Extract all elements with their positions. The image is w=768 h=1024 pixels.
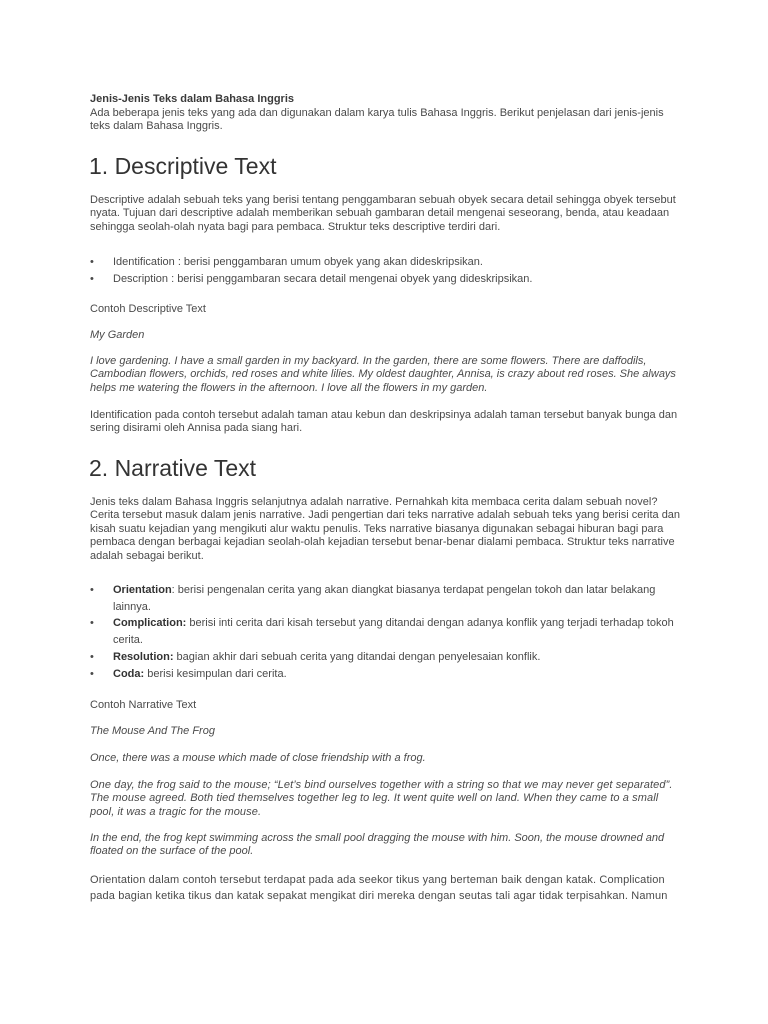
narrative-explanation: Orientation dalam contoh tersebut terdapat pada ada seekor tikus yang berteman baik dengan katak. Complication pada bagian ketika tikus dan katak sepakat mengikat diri mereka dengan seutas tali agar tidak terpisahkan. Namun [90,874,668,902]
bullet-icon: • [90,650,94,663]
list-item: • Coda: berisi kesimpulan dari cerita. [90,666,690,683]
narrative-structure-list [90,582,690,682]
narrative-example-title: The Mouse And The Frog [90,725,215,737]
descriptive-example-label: Contoh Descriptive Text [90,303,206,315]
narrative-story-paragraph: In the end, the frog kept swimming across the small pool dragging the mouse with him. Soon, the mouse drowned and floated on the surface of the pool. [90,832,665,858]
descriptive-example-text: I love gardening. I have a small garden in my backyard. In the garden, there are some flowers. There are daffodils, Cambodian flowers, orchids, red roses and white lilies. My oldest daughter, Annisa, is crazy about red roses. She always helps me watering the flowers in the afternoon. I love all the flowers in my garden. [90,355,676,394]
bullet-icon: • [90,256,94,268]
list-item: • Resolution: bagian akhir dari sebuah cerita yang ditandai dengan penyelesaian konflik. [90,649,690,666]
descriptive-structure-list [90,254,690,287]
section-heading-narrative: 2. Narrative Text [89,455,257,481]
descriptive-example-title: My Garden [90,329,145,341]
list-item: • Complication: berisi inti cerita dari kisah tersebut yang ditandai dengan adanya konflik yang terjadi terhadap tokoh cerita. [90,617,674,647]
list-item: • Description : berisi penggambaran secara detail mengenai obyek yang dideskripsikan. [90,271,690,288]
document-title: Jenis-Jenis Teks dalam Bahasa Inggris [90,93,294,105]
narrative-paragraph: Jenis teks dalam Bahasa Inggris selanjutnya adalah narrative. Pernahkah kita membaca cerita dalam sebuah novel? Cerita tersebut masuk dalam jenis narrative. Jadi pengertian dari teks narrative adalah sebuah teks yang berisi cerita dan kisah suatu kejadian yang mengikuti alur waktu penulis. Teks narrative biasanya digunakan sebagai hiburan bagi para pembaca dengan berbagai kejadian seolah-olah kejadian tersebut benar-benar dialami pembaca. Struktur teks narrative adalah sebagai berikut. [90,496,681,562]
bullet-icon: • [90,667,94,680]
bullet-icon: • [90,617,94,630]
bullet-icon: • [90,584,94,596]
bullet-icon: • [90,272,94,285]
narrative-example-label: Contoh Narrative Text [90,699,197,711]
list-item: • Orientation: berisi pengenalan cerita yang akan diangkat biasanya terdapat pengelan tokoh dan latar belakang lainnya. [90,584,656,613]
intro-paragraph: Ada beberapa jenis teks yang ada dan digunakan dalam karya tulis Bahasa Inggris. Berikut penjelasan dari jenis-jenis teks dalam Bahasa Inggris. [90,107,664,133]
narrative-story-paragraph: Once, there was a mouse which made of close friendship with a frog. [90,752,426,764]
section-heading-descriptive: 1. Descriptive Text [89,153,277,179]
list-item: • Identification : berisi penggambaran umum obyek yang akan dideskripsikan. [90,254,690,271]
narrative-story-paragraph: One day, the frog said to the mouse; “Let’s bind ourselves together with a string so that we may never get separated”. The mouse agreed. Both tied themselves together leg to leg. It went quite well on land. When they came to a small pool, it was a tragic for the mouse. [90,779,673,818]
descriptive-explanation: Identification pada contoh tersebut adalah taman atau kebun dan deskripsinya adalah taman tersebut banyak bunga dan sering disirami oleh Annisa pada siang hari. [90,409,678,435]
descriptive-paragraph: Descriptive adalah sebuah teks yang berisi tentang penggambaran sebuah obyek secara detail sehingga obyek tersebut nyata. Tujuan dari descriptive adalah memberikan sebuah gambaran detail mengenai seseorang, benda, atau keadaan sehingga seolah-olah nyata bagi para pembaca. Struktur teks descriptive terdiri dari. [90,194,676,233]
